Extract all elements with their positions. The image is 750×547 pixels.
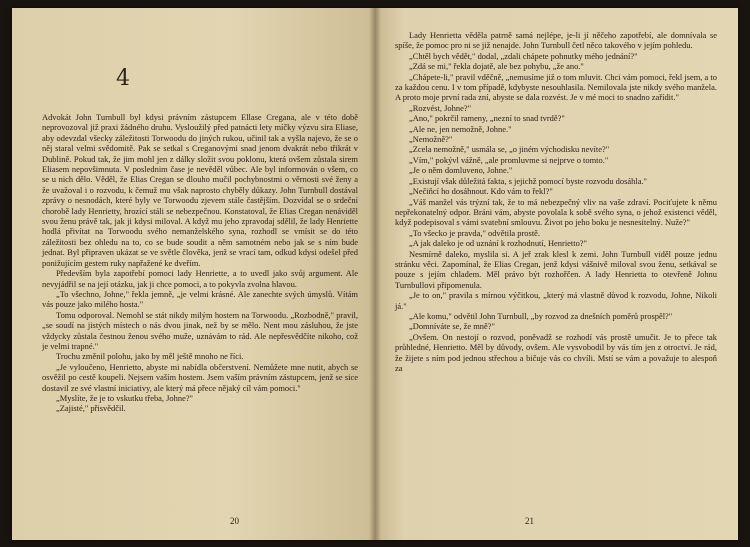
chapter-number: 4 [116,66,130,91]
page-number: 21 [525,516,534,526]
paragraph: „Je to on," pravila s mírnou výčitkou, „který má vlastně důvod k rozvodu, Johne, Nikoli já." [395,290,717,311]
book-gutter [369,8,381,540]
paragraph: „Vím," pokývl vážně, „ale promluvme si nejprve o tomto." [409,154,609,165]
paragraph: „Chtěl bych vědět," dodal, „zdali chápete pohnutky mého jednání?" [409,50,638,61]
paragraph: Nesmírně daleko, myslila si. A jeř zrak klesl k zemi. John Turnbull viděl pouze jednu stránku věci. Zapomínal, že Elias Cregan, jenž kdysi vášnivě miloval svou ženu, setkával se pouze s jejím chladem. Měl právo být rozhořčen. A lady Henrietta to otevřeně Johnu Turnbullovi připomenula. [395,248,717,290]
paragraph: „Myslíte, že je to vskutku třeba, Johne?" [56,392,194,403]
paragraph: Advokát John Turnbull byl kdysi právním zástupcem Ellase Cregana, ale v této době neprovozoval již praxi žádného druhu. Vysloužilý před patnácti lety míčky výzvu sira Eliase, aby odevzdal všecky záležitosti Torwoodu do jiných rukou, učinil tak a vyšla najevo, že se o něj staral velmi svědomitě. Pak se setkal s Creganovými snad jenom dvakrát nebo třikrát v Dublině. Pokud tak, že jim mohl jen z dálky složit svou poklonu, která ovšem zůstala sirem Eliasem nepovšimnuta. V poslednim čase je nevěděl vůbec. Ale byl informován o všem, co se u nich dělo. Věděl, že Elias Cregan se dlouho mučil pochybnostmi o věrnosti své ženy a že uvažoval i o rozvodu, k čemuž mu však naprosto chyběly důkazy. John Turnbull dostával zprávy o nesnodách, které byly ve Torwoodu zjevem stále častějším. Dozvídal se o srdeční chorobě lady Henrietty, hrozící stáli se nebezpečnou. Konstatoval, že Elias Cregan nenáviděl svou ženu právě tak, jak ji kdysi miloval. A když mu jeho zpravodaj sdělil, že lady Henriette hodlá přivítat na Torwoodu svého nemanželského syna, rozhodl se vmísit se do této záležitosti bez ohledu na to, co se bude soudit a něm samotném nebo jak se s ním bude jednat. Byl připraven ukázat se ve světle člověka, jenž se vrací tam, odkud kdysi odešel před ponižujícím gestem ruky napřažené ke dveřím. [42,112,358,268]
paragraph: Tomu odporoval. Nemohl se stát nikdy milým hostem na Torwoodu. „Rozbodně," pravil, „se soudí na jistých místech o nás dvou jinak, než by se mělo. Nent mou zásluhou, že jste vždycky zůstala čestnou ženou svého muže, uznávám to rád. Ale nepřesvědčíte nikoho, což je velmi trapné." [42,309,358,351]
paragraph: „Váš manžel vás trýzní tak, že to má nebezpečný vliv na vaše zdraví. Pociťujete k němu nepřekonatelný odpor. Bráni vám, abyste povolala k sobě svého syna, o jehož existenci věděl, když podepisoval s vámi svatební smlouvu. Život po jeho boku je nesnesitelný. Nuže?" [395,196,717,228]
paragraph: „To všecko je pravda," odvětila prostě. [409,227,541,238]
paragraph: „To všechno, Johne," řekla jemně, „je velmi krásné. Ale zanechte svých úmyslů. Vítám vás pouze jako milého hosta." [42,288,358,310]
paragraph: „Ale komu," odvětil John Turnbull, „by rozvod za dnešních poměrů prospěl?" [409,310,673,321]
paragraph: „Zajisté," přisvědčil. [56,403,126,414]
left-page [12,8,375,540]
paragraph: „Ovšem. On nestojí o rozvod, poněvadž se rozhodí vás prostě umučit. Je to přece tak průhledné, Henrietto. Měl by důvody, ovšem. Ale vysvobodil by vás tím jen z otroctví. Je rád, že žijete s ním pod jednou střechou a bičuje vás co chvíli. Mstí se vám a považuje to alespoň za [395,331,717,373]
paragraph: „Rozvést, Johne?" [409,102,472,113]
left-page-text [42,112,358,414]
paragraph: „Je vyloučeno, Henrietto, abyste mi nabídla občerstvení. Nemůžete mne nutit, abych se osvěžil po cestě koupeli. Nejsem vaším hostem. Jsem vaším právním zástupcem, jenž se sice dostavil ze své vlastní iniciativy, ale který má přece nějaký cíl vám pomoci." [42,361,358,393]
paragraph: „Zdá se mi," řekla dojatě, ale bez pohybu, „že ano." [409,61,584,72]
book-spread [12,8,738,540]
paragraph: „Ano," pokrčil rameny, „nezní to snad tvrdě?" [409,113,565,124]
paragraph: Především byla zapotřebí pomoci lady Henriette, a to uvedl jako svůj argument. Ale nevyjádřil se na její otázku, jak ji chce pomoci, a to pokyvla zvolna hlavou. [42,268,358,289]
paragraph: Lady Henrietta věděla patrně samá nejlépe, je-li jí něčeho zapotřebí, ale domnívala se spíše, že pomoc pro ni se již nenajde. John Turnbull četl něco takového v jejím pohledu. [395,30,717,51]
right-page-text [395,30,717,373]
paragraph: „Nemožně?" [409,134,453,145]
paragraph: Trochu změnil polohu, jako by měl ještě mnoho ne říci. [56,351,244,362]
paragraph: „A jak daleko je od uznání k rozhodnutí, Henrietto?" [409,238,587,249]
right-page [375,8,738,540]
paragraph: „Je o něm domluveno, Johne." [409,165,513,176]
paragraph: „Existují však důležitá fakta, s jejichž pomocí byste rozvodu dosáhla." [409,175,647,186]
paragraph: „Zcela nemožně," usmála se, „o jiném východisku nevíte?" [409,144,610,155]
paragraph: „Nečiňcí ho dosáhnout. Kdo vám to řekl?" [409,186,553,197]
page-number: 20 [230,516,239,526]
paragraph: „Chápete-li," pravil vděčně, „nemusíme již o tom mluvit. Chci vám pomoci, řekl jsem, a to za každou cenu. I v tom případě, kdybyste nesouhlasila. Nemilovala jste nikdy svého manžela. A proto moje první rada zní, abyste se dala rozvést. Je v mé moci to snadno zařídit." [395,71,717,103]
paragraph: „Domníváte se, že mně?" [409,321,495,332]
paragraph: „Ale ne, jen nemožně, Johne." [409,123,512,134]
